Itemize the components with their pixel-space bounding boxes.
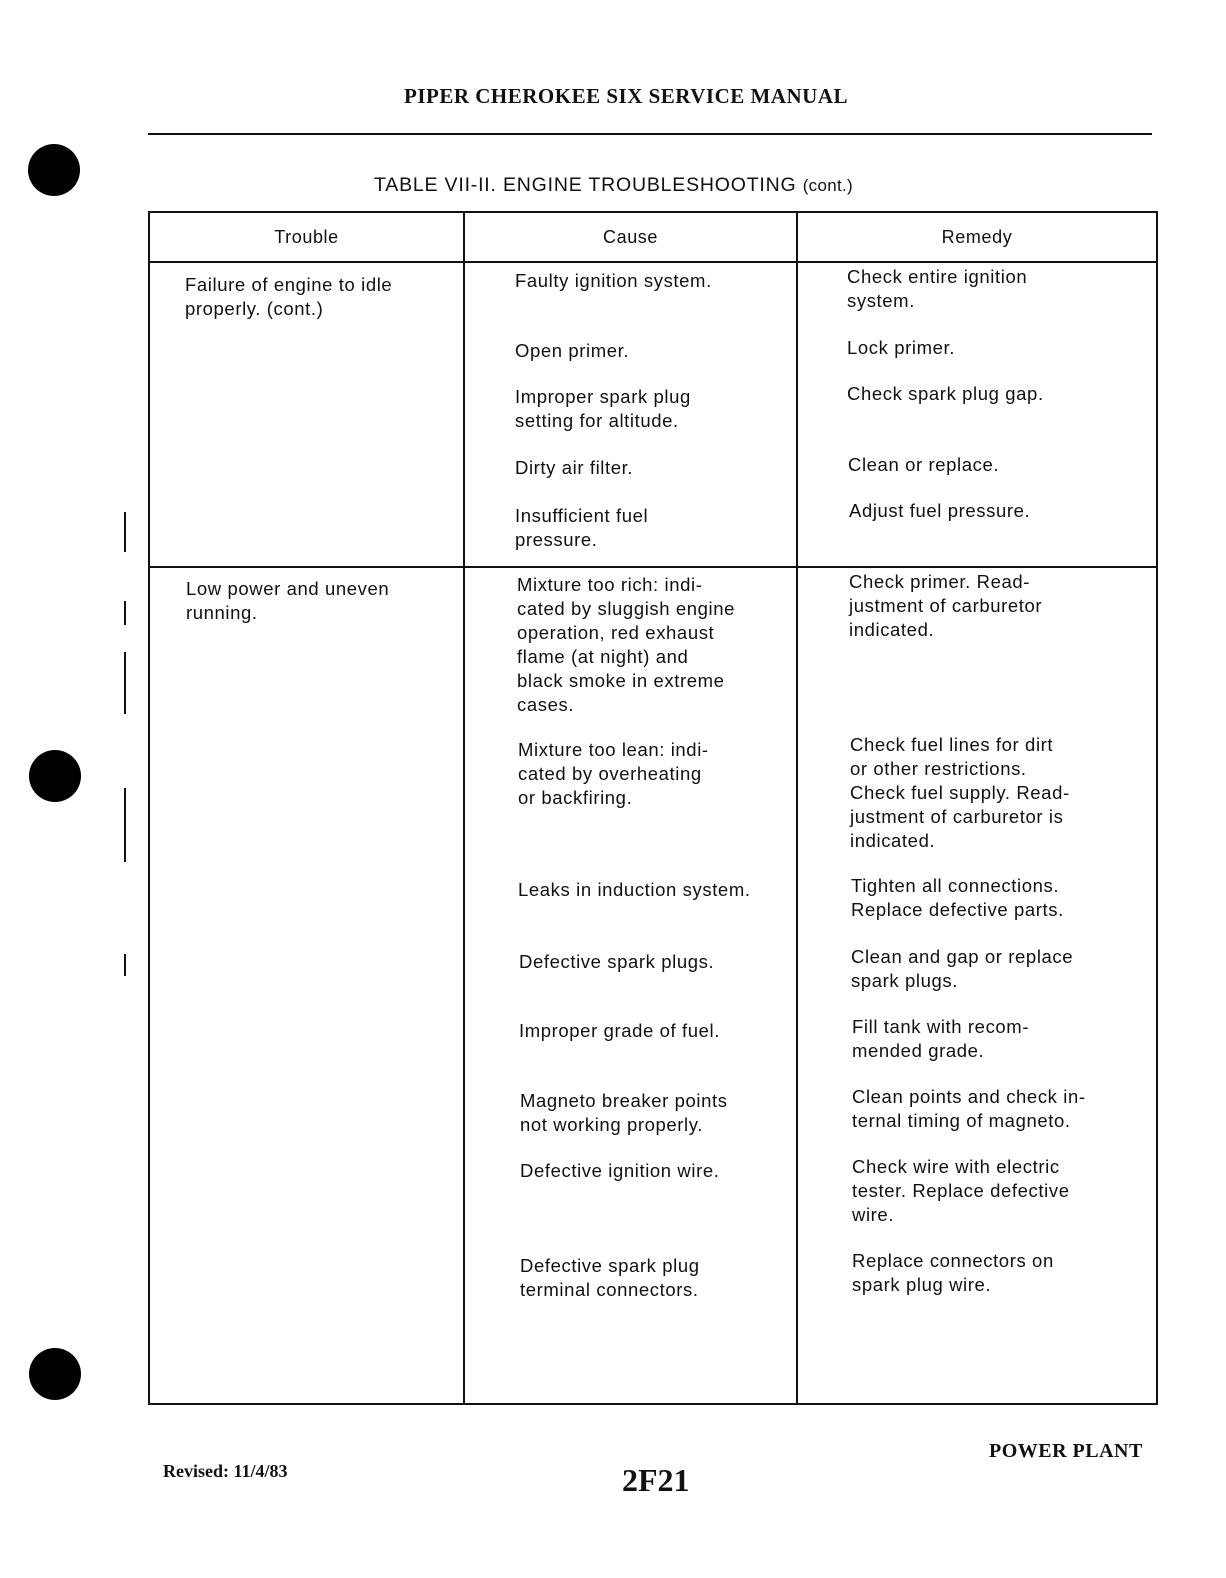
group-divider [148,566,1158,568]
remedy-cell: Tighten all connections. Replace defective parts. [851,875,1064,920]
remedy-cell: Clean points and check in- ternal timing of magneto. [852,1086,1086,1131]
column-header-cause: Cause [602,227,659,247]
binder-hole-middle [29,750,81,802]
remedy-cell: Check entire ignition system. [847,266,1028,311]
manual-title: PIPER CHEROKEE SIX SERVICE MANUAL [404,84,848,108]
cause-cell: Leaks in induction system. [518,879,751,900]
remedy-cell: Check wire with electric tester. Replace defective wire. [852,1156,1070,1225]
trouble-cell: Low power and uneven running. [186,578,390,623]
change-bar [124,652,126,714]
revision-date: Revised: 11/4/83 [163,1461,288,1481]
table-caption-suffix: (cont.) [802,176,853,195]
remedy-cell: Fill tank with recom- mended grade. [852,1016,1030,1061]
cause-cell: Defective ignition wire. [520,1160,720,1181]
column-header-trouble: Trouble [274,227,339,247]
remedy-cell: Clean and gap or replace spark plugs. [851,946,1074,991]
table-caption-text: TABLE VII-II. ENGINE TROUBLESHOOTING [374,174,797,196]
column-divider-trouble-cause [463,211,465,1405]
page-number: 2F21 [622,1462,690,1498]
remedy-cell: Check fuel lines for dirt or other restrictions. Check fuel supply. Read- justment of carburetor is indicated. [850,734,1070,851]
table-caption [374,174,853,197]
header-rule [148,133,1152,135]
section-name: POWER PLANT [989,1440,1143,1462]
cause-cell: Open primer. [515,340,630,361]
cause-cell: Improper spark plug setting for altitude. [515,386,691,431]
trouble-cell: Failure of engine to idle properly. (cont.) [185,274,393,319]
change-bar [124,512,126,552]
cause-cell: Mixture too lean: indi- cated by overheating or backfiring. [518,739,709,808]
remedy-cell: Clean or replace. [848,454,1000,475]
header-row-divider [148,261,1158,263]
remedy-cell: Lock primer. [847,337,955,358]
cause-cell: Improper grade of fuel. [519,1020,720,1041]
cause-cell: Insufficient fuel pressure. [515,505,649,550]
binder-hole-top [28,144,80,196]
cause-cell: Faulty ignition system. [515,270,712,291]
remedy-cell: Adjust fuel pressure. [849,500,1031,521]
cause-cell: Defective spark plugs. [519,951,715,972]
remedy-cell: Check spark plug gap. [847,383,1044,404]
binder-hole-bottom [29,1348,81,1400]
column-divider-cause-remedy [796,211,798,1405]
remedy-cell: Check primer. Read- justment of carburetor indicated. [849,571,1043,640]
cause-cell: Dirty air filter. [515,457,634,478]
cause-cell: Magneto breaker points not working properly. [520,1090,728,1135]
change-bar [124,954,126,976]
change-bar [124,788,126,862]
change-bar [124,601,126,625]
cause-cell: Mixture too rich: indi- cated by sluggish engine operation, red exhaust flame (at night) and black smoke in extreme cases. [517,574,736,715]
cause-cell: Defective spark plug terminal connectors. [520,1255,700,1300]
remedy-cell: Replace connectors on spark plug wire. [852,1250,1054,1295]
column-header-remedy: Remedy [941,227,1013,247]
